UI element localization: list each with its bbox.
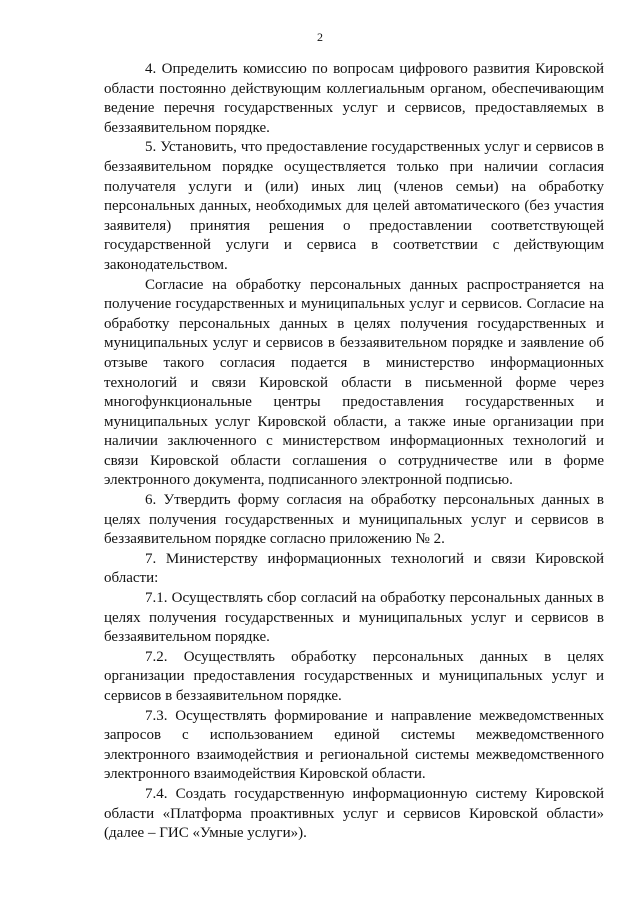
paragraph-7-3: 7.3. Осуществлять формирование и направление межведомственных запросов с использованием единой системы межведомственного электронного взаимодействия и региональной системы межведомственного электронного взаимодействия Кировской области. xyxy=(104,707,604,783)
paragraph-7-1: 7.1. Осуществлять сбор согласий на обработку персональных данных в целях получения государственных и муниципальных услуг и сервисов в беззаявительном порядке. xyxy=(104,590,604,646)
paragraph-7-4: 7.4. Создать государственную информационную систему Кировской области «Платформа проактивных услуг и сервисов Кировской области» (далее – ГИС «Умные услуги»). xyxy=(104,785,604,842)
page-number: 2 xyxy=(317,30,323,44)
paragraph-consent: Согласие на обработку персональных данных распространяется на получение государственных и муниципальных услуг и сервисов. Согласие на обработку персональных данных в целях получения государственных и муниципальных услуг и сервисов в беззаявительном порядке и заявление об отзыве такого согласия подается в министерство информационных технологий и связи Кировской области в письменной форме через многофункциональные центры предоставления государственных и муниципальных услуг Кировской области, а также иные организации при наличии заключенного с министерством информационных технологий и связи Кировской области соглашения о сотрудничестве или в форме электронного документа, подписанного электронной подписью. xyxy=(104,276,604,489)
paragraph-4: 4. Определить комиссию по вопросам цифрового развития Кировской области постоянно действующим коллегиальным органом, обеспечивающим ведение перечня государственных услуг и сервисов, предоставляемых в беззаявительном порядке. xyxy=(104,61,604,136)
paragraph-6: 6. Утвердить форму согласия на обработку персональных данных в целях получения государственных и муниципальных услуг и сервисов в беззаявительном порядке согласно приложению № 2. xyxy=(104,492,604,548)
paragraph-7: 7. Министерству информационных технологий и связи Кировской области: xyxy=(104,550,604,587)
paragraph-7-2: 7.2. Осуществлять обработку персональных данных в целях организации предоставления государственных и муниципальных услуг и сервисов в беззаявительном порядке. xyxy=(104,648,604,704)
document-body xyxy=(104,60,604,844)
paragraph-5: 5. Установить, что предоставление государственных услуг и сервисов в беззаявительном порядке осуществляется только при наличии согласия получателя услуги и (или) иных лиц (членов семьи) на обработку персональных данных, необходимых для целей автоматического (без участия заявителя) принятия решения о предоставлении соответствующей государственной услуги и сервиса в соответствии с действующим законодательством. xyxy=(104,139,604,273)
